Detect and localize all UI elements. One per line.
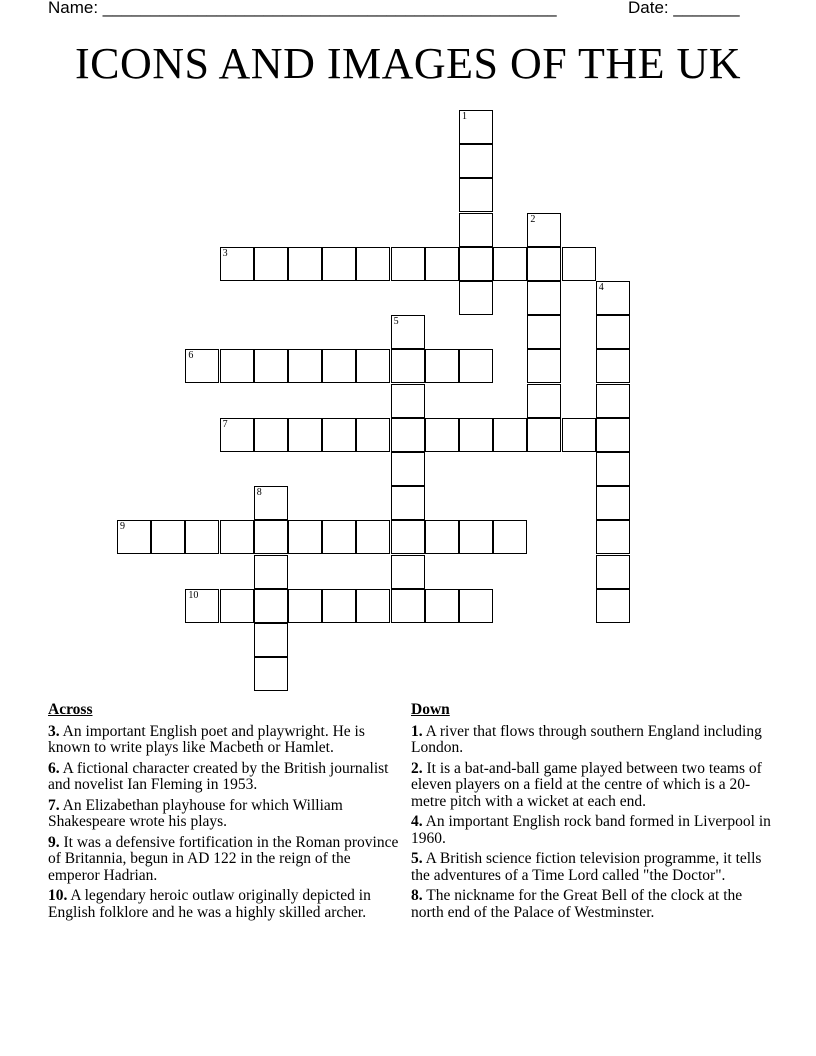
crossword-cell[interactable]	[425, 247, 459, 281]
clue-text: An Elizabethan playhouse for which William Shakespeare wrote his plays.	[48, 796, 343, 830]
crossword-cell[interactable]	[596, 384, 630, 418]
date-line: Date: _______	[628, 0, 740, 17]
crossword-cell[interactable]	[288, 247, 322, 281]
across-clue-6	[48, 761, 402, 794]
crossword-cell[interactable]	[596, 281, 630, 315]
cell-number: 8	[256, 487, 262, 499]
crossword-cell[interactable]	[493, 520, 527, 554]
cell-number: 5	[393, 316, 399, 328]
crossword-cell[interactable]	[254, 486, 288, 520]
across-clue-10	[48, 888, 402, 921]
cell-number: 3	[222, 247, 228, 259]
crossword-cell[interactable]	[288, 589, 322, 623]
clue-text: A British science fiction television programme, it tells the adventures of a Time Lord called "the Doctor".	[411, 850, 762, 884]
cell-number: 9	[120, 521, 125, 533]
crossword-cell[interactable]	[220, 349, 254, 383]
clue-text: It is a bat-and-ball game played between two teams of eleven players on a field at the centre of which is a 20-metre pitch with a wicket at each end.	[411, 759, 762, 810]
crossword-cell[interactable]	[220, 589, 254, 623]
crossword-cell[interactable]	[391, 384, 425, 418]
crossword-cell[interactable]	[254, 623, 288, 657]
crossword-cell[interactable]	[527, 247, 561, 281]
crossword-cell[interactable]	[459, 144, 493, 178]
down-clue-1	[411, 724, 771, 757]
clue-text: It was a defensive fortification in the Roman province of Britannia, begun in AD 122 in the reign of the emperor Hadrian.	[48, 833, 399, 884]
crossword-cell[interactable]	[459, 178, 493, 212]
crossword-cell[interactable]	[596, 486, 630, 520]
crossword-cell[interactable]	[459, 418, 493, 452]
crossword-cell[interactable]	[425, 520, 459, 554]
clue-text: A fictional character created by the British journalist and novelist Ian Fleming in 1953.	[48, 759, 389, 793]
clue-number: 8.	[411, 887, 423, 904]
crossword-cell[interactable]	[356, 349, 390, 383]
cell-number: 1	[462, 111, 467, 122]
down-clues	[411, 702, 771, 925]
crossword-cell[interactable]	[391, 452, 425, 486]
cell-number: 4	[598, 282, 604, 293]
crossword-cell[interactable]	[254, 418, 288, 452]
cell-number: 7	[222, 418, 228, 430]
clue-text: An important English poet and playwright. He is known to write plays like Macbeth or Hamlet.	[48, 722, 365, 756]
clue-number: 2.	[411, 759, 423, 777]
crossword-cell[interactable]	[117, 520, 151, 554]
crossword-cell[interactable]	[459, 281, 493, 315]
crossword-cell[interactable]	[322, 247, 356, 281]
crossword-cell[interactable]	[596, 555, 630, 589]
down-clue-8	[411, 888, 771, 921]
crossword-cell[interactable]	[596, 589, 630, 623]
crossword-cell[interactable]	[288, 349, 322, 383]
crossword-cell[interactable]	[322, 589, 356, 623]
across-clue-7	[48, 798, 402, 831]
crossword-cell[interactable]	[596, 315, 630, 349]
clue-number: 9.	[48, 833, 60, 851]
across-clue-3	[48, 724, 402, 757]
crossword-cell[interactable]	[391, 520, 425, 554]
clue-text: A river that flows through southern England including London.	[411, 722, 762, 756]
crossword-cell[interactable]	[254, 349, 288, 383]
crossword-cell[interactable]	[562, 418, 596, 452]
crossword-cell[interactable]	[493, 247, 527, 281]
down-clue-4	[411, 814, 771, 847]
crossword-cell[interactable]	[185, 349, 219, 383]
clue-text: The nickname for the Great Bell of the clock at the north end of the Palace of Westminster.	[411, 887, 743, 921]
crossword-cell[interactable]	[425, 418, 459, 452]
crossword-cell[interactable]	[254, 247, 288, 281]
crossword-cell[interactable]	[596, 418, 630, 452]
crossword-cell[interactable]	[185, 520, 219, 554]
down-clue-5	[411, 851, 771, 884]
crossword-cell[interactable]	[527, 213, 561, 247]
crossword-cell[interactable]	[459, 110, 493, 144]
crossword-cell[interactable]	[493, 418, 527, 452]
crossword-cell[interactable]	[459, 247, 493, 281]
clue-text: An important English rock band formed in Liverpool in 1960.	[411, 813, 771, 847]
crossword-cell[interactable]	[391, 555, 425, 589]
crossword-cell[interactable]	[527, 349, 561, 383]
crossword-cell[interactable]	[356, 247, 390, 281]
crossword-cell[interactable]	[527, 418, 561, 452]
crossword-cell[interactable]	[459, 589, 493, 623]
clue-text: A legendary heroic outlaw originally depicted in English folklore and he was a highly skilled archer.	[48, 887, 371, 921]
across-clue-9	[48, 835, 402, 885]
crossword-cell[interactable]	[425, 589, 459, 623]
crossword-cell[interactable]	[254, 589, 288, 623]
crossword-cell[interactable]	[220, 520, 254, 554]
crossword-cell[interactable]	[527, 315, 561, 349]
clue-number: 7.	[48, 796, 60, 814]
page-title: ICONS AND IMAGES OF THE UK	[74, 39, 742, 88]
clue-number: 4.	[411, 813, 423, 830]
crossword-cell[interactable]	[562, 247, 596, 281]
crossword-cell[interactable]	[459, 520, 493, 554]
crossword-cell[interactable]	[527, 384, 561, 418]
across-heading: Across	[48, 701, 93, 718]
crossword-cell[interactable]	[254, 555, 288, 589]
crossword-cell[interactable]	[220, 418, 254, 452]
crossword-cell[interactable]	[391, 589, 425, 623]
crossword-cell[interactable]	[391, 315, 425, 349]
cell-number: 10	[188, 589, 199, 601]
crossword-cell[interactable]	[356, 520, 390, 554]
crossword-cell[interactable]	[391, 247, 425, 281]
cell-number: 2	[530, 213, 536, 225]
crossword-cell[interactable]	[254, 520, 288, 554]
crossword-cell[interactable]	[151, 520, 185, 554]
crossword-cell[interactable]	[527, 281, 561, 315]
crossword-cell[interactable]	[459, 213, 493, 247]
clue-number: 6.	[48, 759, 60, 777]
crossword-cell[interactable]	[254, 657, 288, 691]
cell-number: 6	[188, 350, 194, 362]
crossword-cell[interactable]	[425, 349, 459, 383]
crossword-cell[interactable]	[391, 418, 425, 452]
crossword-cell[interactable]	[322, 349, 356, 383]
crossword-cell[interactable]	[391, 486, 425, 520]
crossword-cell[interactable]	[596, 452, 630, 486]
crossword-cell[interactable]	[185, 589, 219, 623]
down-heading: Down	[411, 701, 450, 718]
crossword-cell[interactable]	[220, 247, 254, 281]
crossword-cell[interactable]	[356, 418, 390, 452]
clue-number: 5.	[411, 850, 423, 867]
across-clues	[48, 702, 402, 925]
crossword-cell[interactable]	[322, 520, 356, 554]
clue-number: 10.	[48, 887, 68, 904]
crossword-cell[interactable]	[288, 418, 322, 452]
crossword-cell[interactable]	[391, 349, 425, 383]
down-clue-2	[411, 761, 771, 811]
clue-number: 1.	[411, 722, 423, 740]
crossword-cell[interactable]	[596, 349, 630, 383]
crossword-cell[interactable]	[459, 349, 493, 383]
name-line: Name: ________________________________________________	[48, 0, 557, 17]
crossword-cell[interactable]	[322, 418, 356, 452]
clue-number: 3.	[48, 722, 60, 740]
crossword-cell[interactable]	[596, 520, 630, 554]
crossword-cell[interactable]	[356, 589, 390, 623]
crossword-cell[interactable]	[288, 520, 322, 554]
